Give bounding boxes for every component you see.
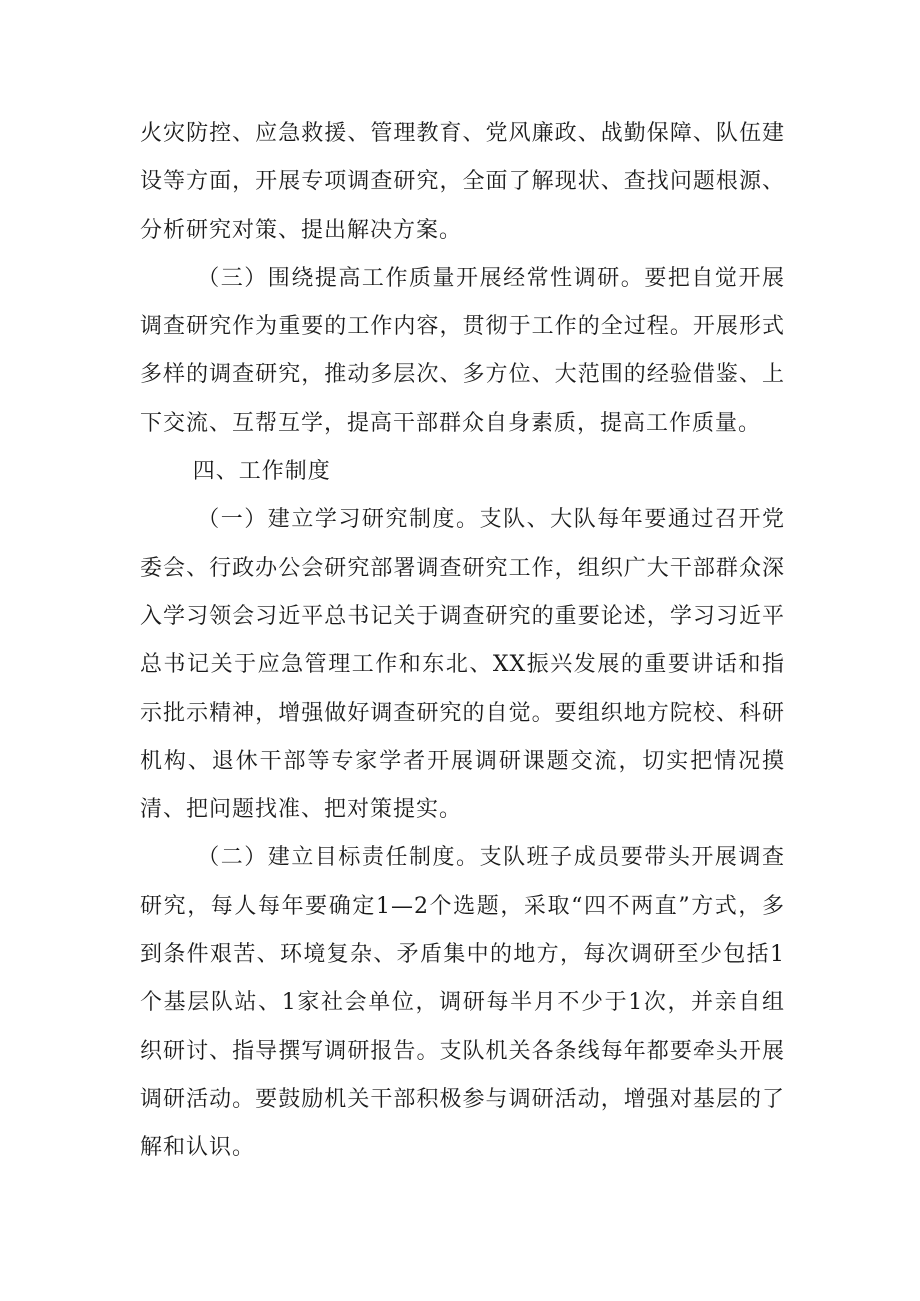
section-heading-work-system: 四、工作制度 xyxy=(192,459,331,485)
paragraph-continuation: 火灾防控、应急救援、管理教育、党风廉政、战勤保障、队伍建设等方面，开展专项调查研究，全面了解现状、查找问题根源、分析研究对策、提出解决方案。 xyxy=(140,121,785,243)
paragraph-responsibility-system: （二）建立目标责任制度。支队班子成员要带头开展调查研究，每人每年要确定1—2个选题，采取“四不两直”方式，多到条件艰苦、环境复杂、矛盾集中的地方，每次调研至少包括1个基层队站、1家社会单位，调研每半月不少于1次，并亲自组织研讨、指导撰写调研报告。支队机关各条线每年都要牵头开展调研活动。要鼓励机关干部积极参与调研活动，增强对基层的了解和认识。 xyxy=(140,845,785,1161)
paragraph-study-system: （一）建立学习研究制度。支队、大队每年要通过召开党委会、行政办公会研究部署调查研究工作，组织广大干部群众深入学习领会习近平总书记关于调查研究的重要论述，学习习近平总书记关于应急管理工作和东北、XX振兴发展的重要讲话和指示批示精神，增强做好调查研究的自觉。要组织地方院校、科研机构、退休干部等专家学者开展调研课题交流，切实把情况摸清、把问题找准、把对策提实。 xyxy=(140,507,785,823)
document-body xyxy=(140,110,785,1173)
paragraph-section-3: （三）围绕提高工作质量开展经常性调研。要把自觉开展调查研究作为重要的工作内容，贯彻于工作的全过程。开展形式多样的调查研究，推动多层次、多方位、大范围的经验借鉴、上下交流、互帮互学，提高干部群众自身素质，提高工作质量。 xyxy=(140,265,785,436)
